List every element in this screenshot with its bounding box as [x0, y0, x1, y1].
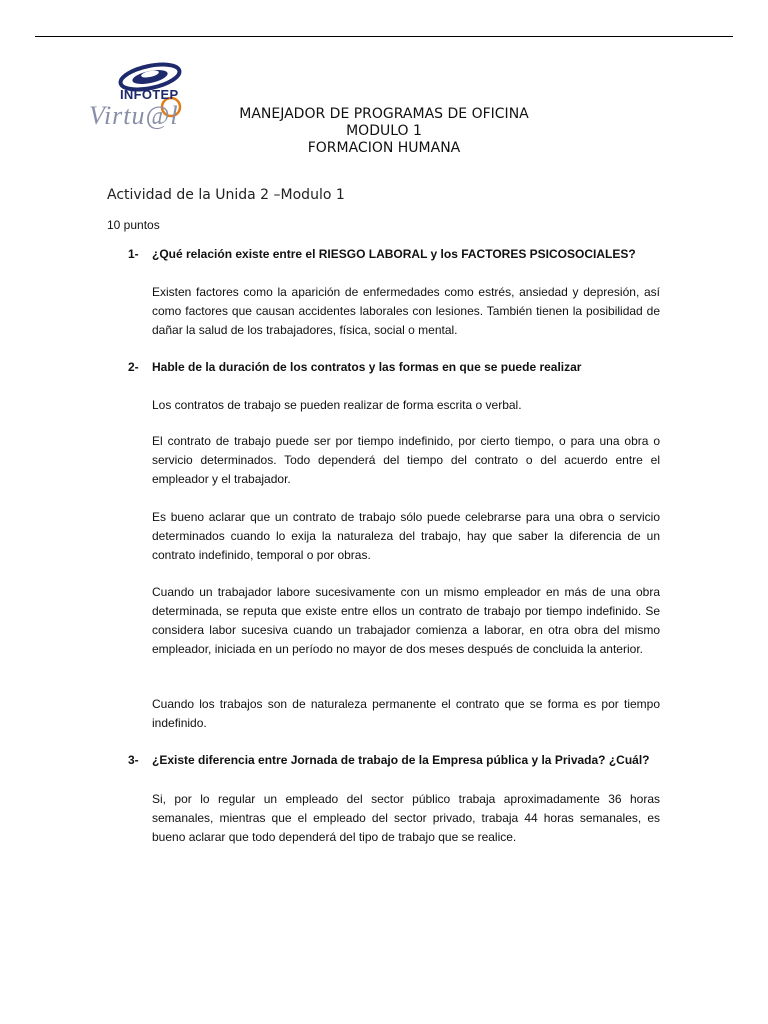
- question-1: [128, 245, 668, 264]
- answer-paragraph: Cuando los trabajos son de naturaleza permanente el contrato que se forma es por tiempo indefinido.: [152, 697, 660, 730]
- logo-brand-text: INFOTEP: [120, 87, 179, 102]
- answer-paragraph: Existen factores como la aparición de enfermedades como estrés, ansiedad y depresión, así como factores que causan accidentes laborales con lesiones. También tienen la posibilidad de dañar la salud de los trabajadores, física, social o mental.: [152, 285, 660, 337]
- question-text: ¿Existe diferencia entre Jornada de trabajo de la Empresa pública y la Privada? ¿Cuál?: [152, 753, 650, 767]
- question-2: [128, 358, 668, 377]
- header-line-2: MODULO 1: [346, 123, 422, 139]
- answer-paragraph: Si, por lo regular un empleado del sector público trabaja aproximadamente 36 horas semanales, mientras que el empleado del sector privado, trabaja 44 horas semanales, es bueno aclarar que todo dependerá del tipo de trabajo que se realice.: [152, 792, 660, 844]
- header-line-3: FORMACION HUMANA: [307, 140, 461, 156]
- logo-script-text: Virtu@l: [89, 101, 179, 130]
- question-number: 2-: [128, 360, 139, 374]
- answer-paragraph: Es bueno aclarar que un contrato de trabajo sólo puede celebrarse para una obra o servicio determinados cuando lo exija la naturaleza del trabajo, hay que saber la diferencia de un contrato indefinido, temporal o por obras.: [152, 510, 660, 562]
- activity-title: Actividad de la Unida 2 –Modulo 1: [107, 187, 345, 203]
- top-rule: [35, 36, 733, 37]
- document-header: [204, 106, 564, 157]
- answer-paragraph: El contrato de trabajo puede ser por tiempo indefinido, por cierto tiempo, o para una obra o servicio determinados. Todo dependerá del tiempo del contrato o del acuerdo entre el empleador y el trabajador.: [152, 434, 660, 486]
- question-number: 1-: [128, 247, 139, 261]
- answer-paragraph: Cuando un trabajador labore sucesivamente con un mismo empleador en más de una obra determinada, se reputa que existe entre ellos un contrato de trabajo por tiempo indefinido. Se considera labor sucesiva cuando un trabajador comienza a laborar, en otra obra del mismo empleador, iniciada en un período no mayor de dos meses después de concluida la anterior.: [152, 585, 660, 656]
- points-label: 10 puntos: [107, 218, 160, 232]
- question-3: [128, 751, 668, 770]
- question-text: Hable de la duración de los contratos y las formas en que se puede realizar: [152, 360, 582, 374]
- infotep-virtual-logo: [70, 60, 200, 130]
- question-number: 3-: [128, 753, 139, 767]
- answer-paragraph: Los contratos de trabajo se pueden realizar de forma escrita o verbal.: [152, 398, 522, 412]
- question-text: ¿Qué relación existe entre el RIESGO LABORAL y los FACTORES PSICOSOCIALES?: [152, 247, 636, 261]
- header-line-1: MANEJADOR DE PROGRAMAS DE OFICINA: [239, 106, 529, 122]
